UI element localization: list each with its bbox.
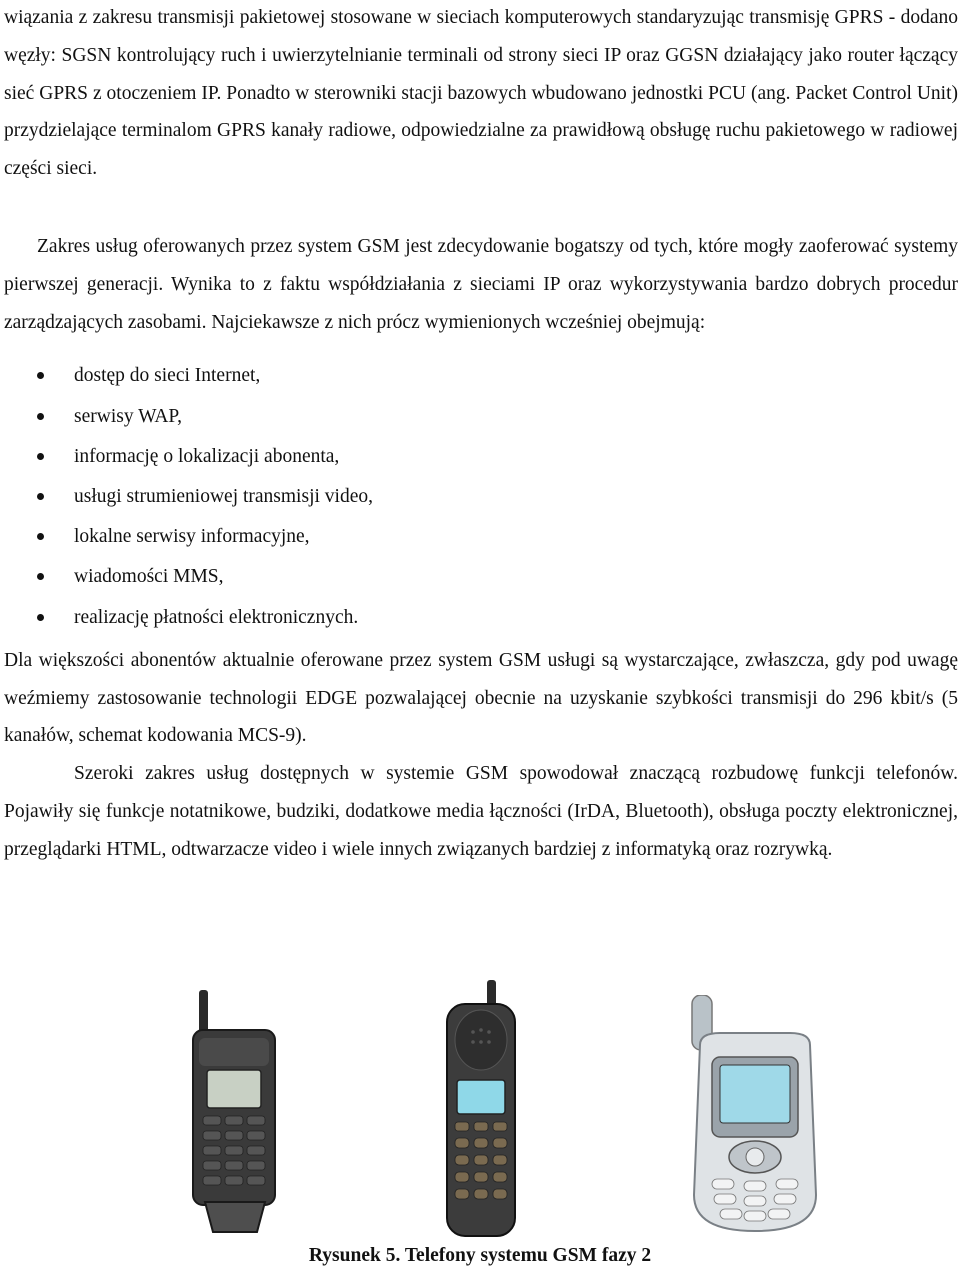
list-item: serwisy WAP, [4,397,958,437]
list-item: lokalne serwisy informacyjne, [4,517,958,557]
services-list [4,356,958,637]
list-item: usługi strumieniowej transmisji video, [4,477,958,517]
bullet-icon [37,413,44,420]
bullet-icon [37,493,44,500]
bullet-icon [37,533,44,540]
bullet-icon [37,614,44,621]
paragraph-edge: Dla większości abonentów aktualnie oferowane przez system GSM usługi są wystarczające, zwłaszcza, gdy pod uwagę weźmiemy zastosowanie technologii EDGE pozwalającej obecnie na uzyskanie szybkości transmisji do 296 kbit/s (5 kanałów, schemat kodowania MCS-9). [4,649,958,747]
paragraph-services-intro: Zakres usług oferowanych przez system GSM jest zdecydowanie bogatszy od tych, które mogły zaoferować systemy pierwszej generacji. Wynika to z faktu współdziałania z sieciami IP oraz wykorzystywania bardzo dobrych procedur zarządzających zasobami. Najciekawsze z nich prócz wymienionych wcześniej obejmują: [4,235,958,333]
bullet-icon [37,372,44,379]
screen-icon [720,1065,790,1123]
paragraph-gprs: wiązania z zakresu transmisji pakietowej stosowane w sieciach komputerowych standaryzując transmisję GPRS - dodano węzły: SGSN kontrolujący ruch i uwierzytelnianie terminali od strony sieci IP oraz GGSN działający jako router łączący sieć GPRS z otoczeniem IP. Ponadto w sterowniki stacji bazowych wbudowano jednostki PCU (ang. Packet Control Unit) przydzielające terminalom GPRS kanały radiowe, odpowiedzialne za prawidłową obsługę ruchu pakietowego w radiowej części sieci. [4,7,958,180]
screen-icon [207,1070,261,1108]
list-item: realizację płatności elektronicznych. [4,598,958,638]
figure-caption: Rysunek 5. Telefony systemu GSM fazy 2 [308,1245,652,1266]
bullet-icon [37,573,44,580]
screen-icon [457,1080,505,1114]
list-item: wiadomości MMS, [4,557,958,597]
phones-figure [110,965,850,1245]
bar-phone-image [435,980,525,1238]
list-item: dostęp do sieci Internet, [4,356,958,396]
list-item: informację o lokalizacji abonenta, [4,437,958,477]
paragraph-phone-functions: Szeroki zakres usług dostępnych w systemie GSM spowodował znaczącą rozbudowę funkcji telefonów. Pojawiły się funkcje notatnikowe, budziki, dodatkowe media łączności (IrDA, Bluetooth), obsługa poczty elektronicznej, przeglądarki HTML, odtwarzacze video i wiele innych związanych bardziej z informatyką oraz rozrywką. [4,763,958,860]
siemens-phone-image [680,995,830,1235]
flip-phone-image [185,990,285,1235]
document-page [4,0,958,869]
bullet-icon [37,453,44,460]
